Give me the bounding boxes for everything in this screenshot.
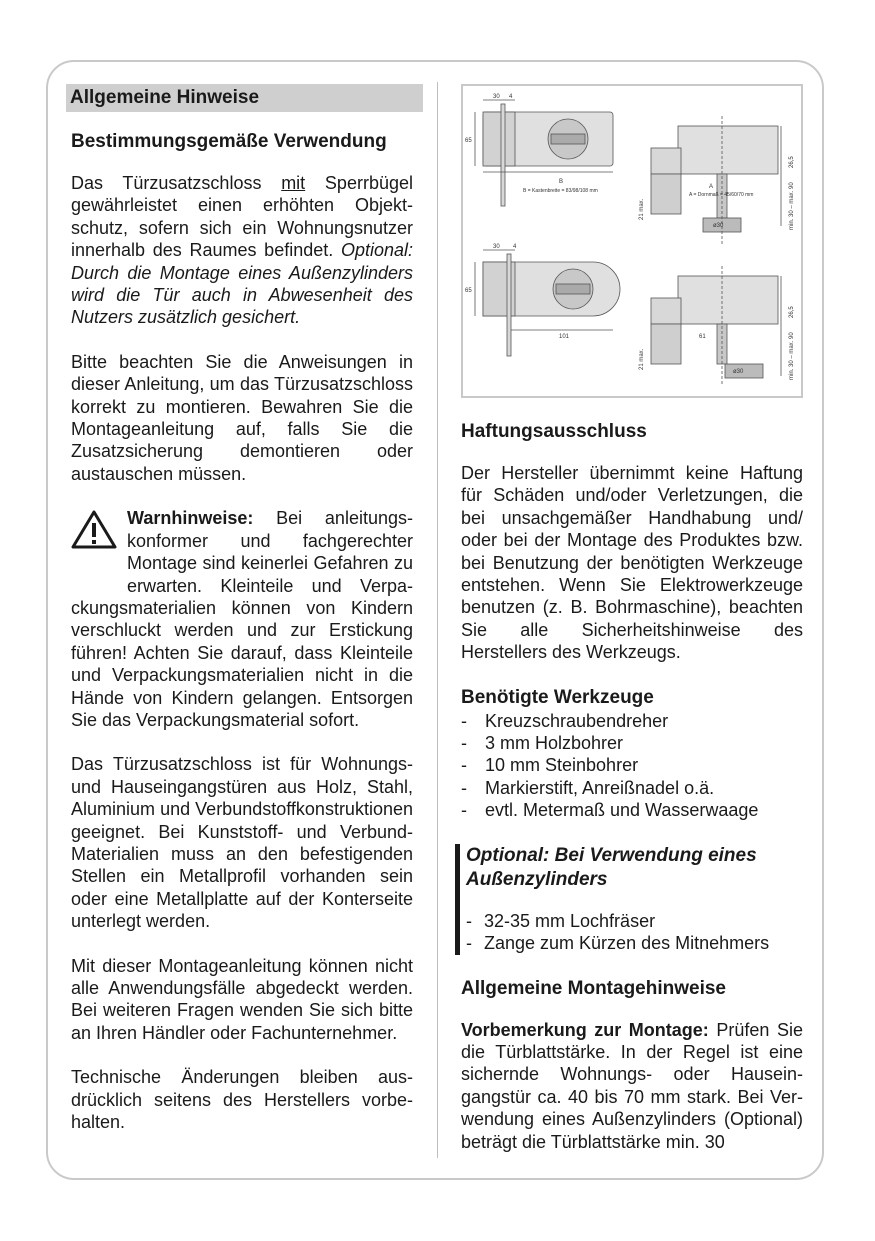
dim-65a: 65 [465,138,472,144]
dim-30a: 30 [493,94,500,100]
heading-haftung: Haftungsausschluss [461,421,647,442]
dim-30d-b: ø30 [733,369,744,375]
dim-a-note: A = Dornmaß = 45/60/70 mm [689,192,754,198]
dim-265b: 26,5 [789,306,795,318]
dim-30b: 30 [493,244,500,250]
dim-101: 101 [559,334,570,340]
optional-box [455,844,803,955]
column-divider [437,82,438,1158]
dim-21a: 21 max. [639,198,645,220]
warning-triangle-icon [71,509,117,549]
section-title: Allgemeine Hinweise [66,84,423,112]
list-item: - 3 mm Holzbohrer [461,733,624,754]
paragraph-haftung: Der Hersteller übernimmt keine Haftung für Schäden und/oder Verletzungen, die bei unsachgemäßer Handhabung und/ oder bei der Montage des Produktes bzw. bei Benutzung der benötigten Werkzeuge entstehen. Wenn Sie Elektrowerkzeuge benutzen (z. B. Bohrmaschine), beachten Sie alle Sicherheitshinweise des Herstellers des Werkzeugs. [461,463,803,663]
paragraph-intro: Das Türzusatzschloss mit Sperrbügel gewährleistet einen erhöhten Objektschutz, sofern sich ein Wohnungsnutzer innerhalb des Raumes befindet. Optional: Durch die Montage eines Außenzylinders wird die Tür auch in Abwesenheit des Nutzers zusätzlich gesichert. [71,173,413,328]
dim-b: B [559,179,564,185]
technical-drawing [461,84,803,398]
dim-4a: 4 [509,94,513,100]
dim-30d-a: ø30 [713,223,724,229]
side-view-bottom [651,266,781,386]
warning-block [71,507,413,731]
dim-range-a: min. 30 – max. 90 [789,182,795,230]
dim-b-note: B = Kastenbreite = 83/98/108 mm [523,188,598,194]
list-item: - 32-35 mm Lochfräser [466,910,656,931]
dim-21b: 21 max. [639,348,645,370]
heading-werkzeuge: Benötigte Werkzeuge [461,686,654,708]
dim-4b: 4 [513,244,517,250]
dim-265a: 26,5 [789,156,795,168]
list-item: - 10 mm Steinbohrer [461,755,639,776]
dim-61: 61 [699,334,706,340]
left-column [71,84,413,1133]
optional-tools-list [466,910,803,955]
list-item: - Zange zum Kürzen des Mitnehmers [466,933,770,954]
heading-montagehinweise: Allgemeine Montagehinweise [461,977,726,999]
dim-range-b: min. 30 – max. 90 [789,332,795,380]
right-column [461,84,803,1153]
paragraph-instructions: Bitte beachten Sie die Anweisungen in dieser Anleitung, um das Türzusatzschloss korrekt zu montieren. Bewahren Sie die Montageanleitung auf, falls Sie die Zusatzsicherung demontieren oder austauschen müssen. [71,351,413,484]
optional-heading: Optional: Bei Verwendung eines Außenzylinders [466,844,757,890]
paragraph-scope: Mit dieser Montageanleitung können nicht alle Anwendungsfälle abgedeckt werden. Bei weiteren Fragen wenden Sie sich bitte an Ihren Händler oder Fachunternehmer. [71,955,413,1043]
list-item: - evtl. Metermaß und Wasserwaage [461,800,759,821]
list-item: - Markierstift, Anreißnadel o.ä. [461,777,715,798]
list-item: - Kreuzschraubendreher [461,710,669,731]
paragraph-changes: Technische Änderungen bleiben ausdrücklich seitens des Herstellers vorbehalten. [71,1067,413,1133]
warning-text: Warnhinweise: Bei anleitungskonformer und fachgerechter Montage sind keinerlei Gefahren zu erwarten. Kleinteile und Verpackungsmaterialien können von Kindern verschluckt werden und zur Erstickung führen! Achten Sie darauf, dass Kleinteile und Verpackungsmaterialien nicht in die Hände von Kindern gelangen. Entsorgen Sie das Verpackungsmaterial sofort. [71,508,413,730]
tools-list [461,710,803,822]
heading-bestimmung: Bestimmungsgemäße Verwendung [71,131,387,152]
dim-65b: 65 [465,288,472,294]
dim-a: A [709,184,714,190]
paragraph-vorbemerkung: Vorbemerkung zur Montage: Prüfen Sie die Türblattstärke. In der Regel ist eine sichernde Wohnungs- oder Hauseingangstür ca. 40 bis 70 mm stark. Bei Verwendung eines Außenzylinders (Optional) beträgt die Türblattstärke min. 30 [461,1019,803,1152]
paragraph-materials: Das Türzusatzschloss ist für Wohnungs- und Hauseingangstüren aus Holz, Stahl, Aluminium und Verbundstoffkonstruktionen geeignet. Bei Kunststoff- und Verbund-Materialien muss an den befestigenden Stellen ein Metallprofil vorhanden sein oder eine Metallplatte auf der Konterseite unterlegt werden. [71,754,413,932]
front-view-bottom [475,250,620,356]
